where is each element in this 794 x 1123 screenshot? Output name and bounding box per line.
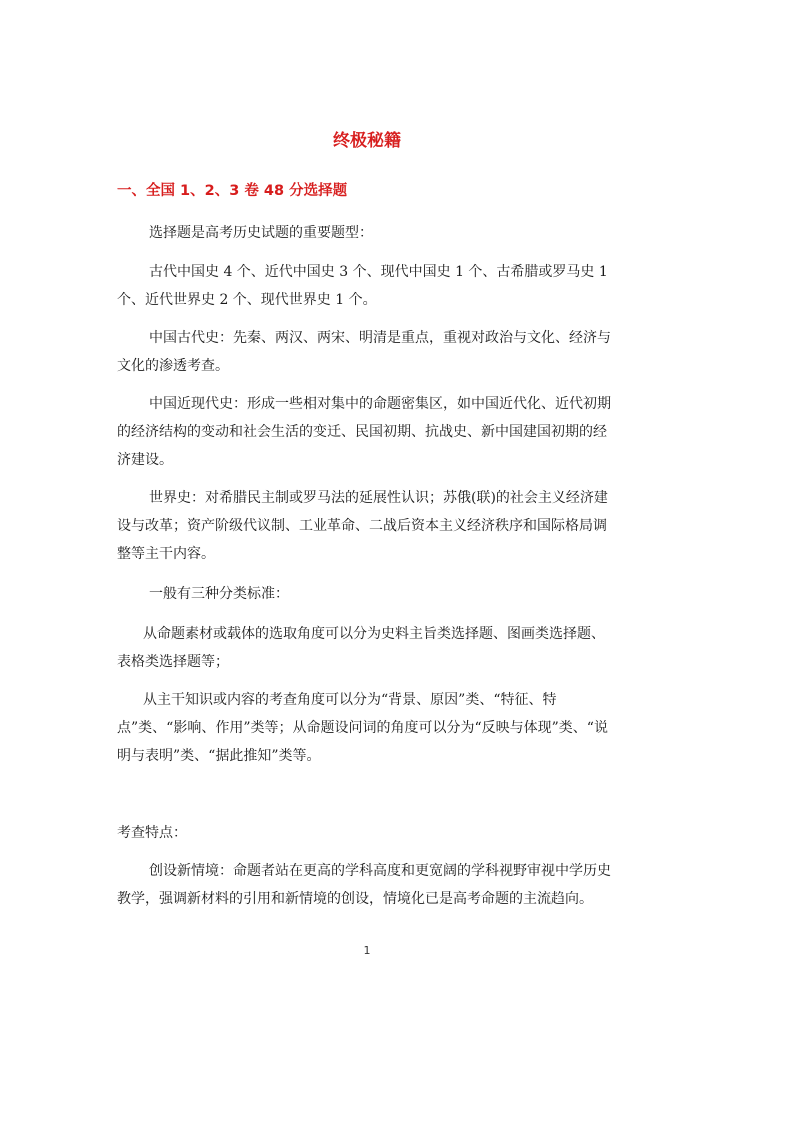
paragraph-world-history: 世界史：对希腊民主制或罗马法的延展性认识；苏俄(联)的社会主义经济建设与改革；资产阶级代议制、工业革命、二战后资本主义经济秩序和国际格局调整等主干内容。 xyxy=(117,490,608,562)
paragraph-new-context: 创设新情境：命题者站在更高的学科高度和更宽阔的学科视野审视中学历史教学，强调新材料的引用和新情境的创设，情境化已是高考命题的主流趋向。 xyxy=(117,863,611,907)
paragraph-material-classification: 从命题素材或载体的选取角度可以分为史料主旨类选择题、图画类选择题、表格类选择题等； xyxy=(117,626,605,670)
section-heading: 一、全国 1、2、3 卷 48 分选择题 xyxy=(117,183,348,199)
paragraph-knowledge-classification: 从主干知识或内容的考查角度可以分为“背景、原因”类、“特征、特点”类、“影响、作用”类等；从命题设问词的角度可以分为“反映与体现”类、“说明与表明”类、“据此推知”类等。 xyxy=(117,692,608,764)
paragraph-intro: 选择题是高考历史试题的重要题型： xyxy=(149,225,373,241)
paragraph-classification-intro: 一般有三种分类标准： xyxy=(149,586,289,602)
paragraph-distribution: 古代中国史 4 个、近代中国史 3 个、现代中国史 1 个、古希腊或罗马史 1 个、近代世界史 2 个、现代世界史 1 个。 xyxy=(117,264,608,308)
paragraph-features-heading: 考查特点： xyxy=(117,825,187,841)
page-number: 1 xyxy=(363,944,371,957)
paragraph-ancient-china: 中国古代史：先秦、两汉、两宋、明清是重点，重视对政治与文化、经济与文化的渗透考查。 xyxy=(117,330,611,374)
document-title: 终极秘籍 xyxy=(333,131,401,151)
paragraph-modern-china: 中国近现代史：形成一些相对集中的命题密集区，如中国近代化、近代初期的经济结构的变动和社会生活的变迁、民国初期、抗战史、新中国建国初期的经济建设。 xyxy=(117,396,611,468)
